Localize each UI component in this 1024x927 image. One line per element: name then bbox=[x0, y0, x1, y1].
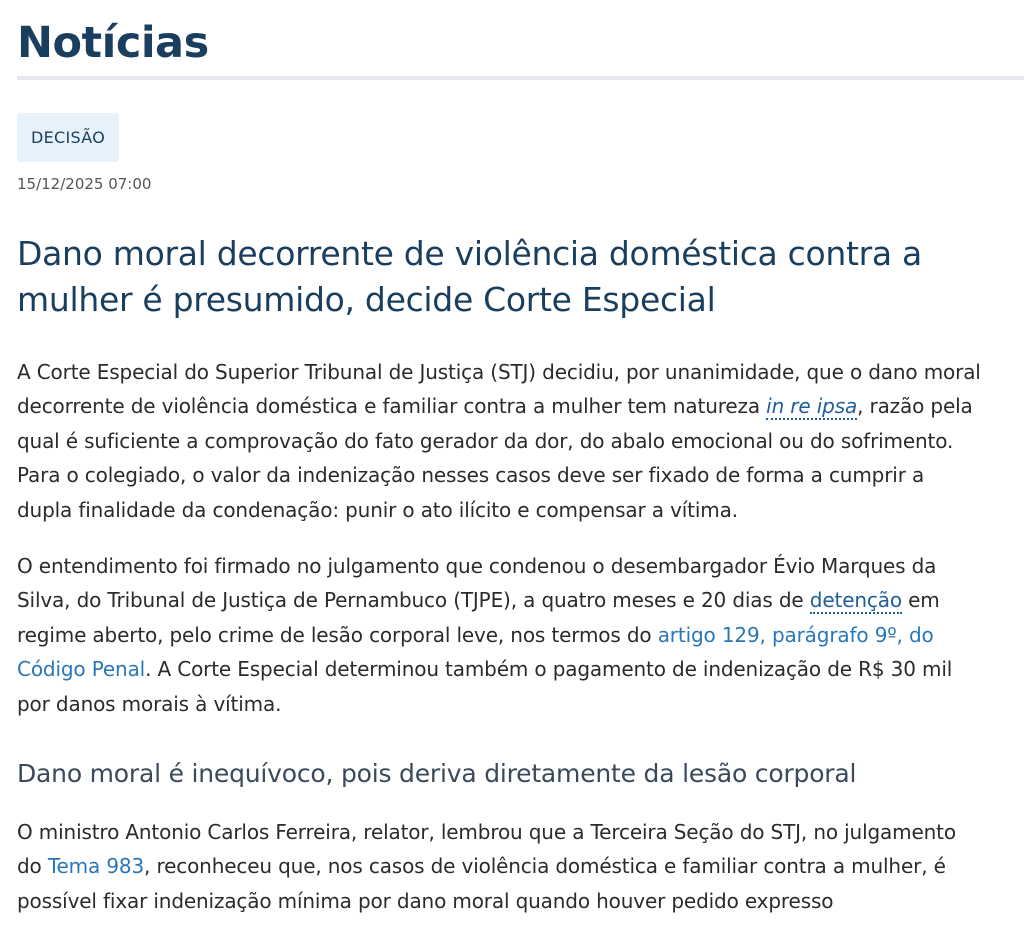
article-headline: Dano moral decorrente de violência doméstica contra a mulher é presumido, decide Corte Especial bbox=[17, 234, 922, 319]
paragraph-text: O entendimento foi firmado no julgamento que condenou o desembargador Évio Marques da Silva, do Tribunal de Justiça de Pernambuco (TJPE), a quatro meses e 20 dias de bbox=[17, 554, 937, 613]
paragraph-text: , reconheceu que, nos casos de violência doméstica e familiar contra a mulher, é possível fixar indenização mínima por dano moral quando houver pedido expresso bbox=[17, 854, 946, 913]
glossary-term-in-re-ipsa[interactable]: in re ipsa bbox=[766, 394, 858, 419]
glossary-term-detencao[interactable]: detenção bbox=[809, 588, 902, 613]
paragraph-text: . A Corte Especial determinou também o pagamento de indenização de R$ 30 mil por danos morais à vítima. bbox=[17, 657, 953, 716]
paragraph-text: , razão pela qual é suficiente a comprovação do fato gerador da dor, do abalo emocional ou do sofrimento. Para o colegiado, o valor da indenização nesses casos deve ser fixado de forma a cumprir a dupla finalidade da condenação: punir o ato ilícito e compensar a vítima. bbox=[17, 394, 973, 522]
paragraph-text: A Corte Especial do Superior Tribunal de Justiça (STJ) decidiu, por unanimidade, que o dano moral decorrente de violência doméstica e familiar contra a mulher tem natureza bbox=[17, 360, 981, 419]
title-divider bbox=[17, 76, 1024, 80]
article-paragraph-1 bbox=[17, 355, 982, 527]
article-subheading: Dano moral é inequívoco, pois deriva diretamente da lesão corporal bbox=[17, 759, 857, 788]
paragraph-text: em regime aberto, pelo crime de lesão corporal leve, nos termos do bbox=[17, 588, 940, 647]
article-paragraph-3 bbox=[17, 815, 982, 918]
category-badge[interactable]: DECISÃO bbox=[17, 113, 119, 162]
section-title: Notícias bbox=[17, 18, 209, 68]
publish-date: 15/12/2025 07:00 bbox=[17, 175, 152, 193]
paragraph-text: O ministro Antonio Carlos Ferreira, relator, lembrou que a Terceira Seção do STJ, no julgamento do bbox=[17, 820, 956, 879]
article-paragraph-2 bbox=[17, 549, 982, 721]
tema-983-link[interactable]: Tema 983 bbox=[47, 854, 145, 879]
codigo-penal-link[interactable]: artigo 129, parágrafo 9º, do Código Penal bbox=[17, 622, 934, 682]
